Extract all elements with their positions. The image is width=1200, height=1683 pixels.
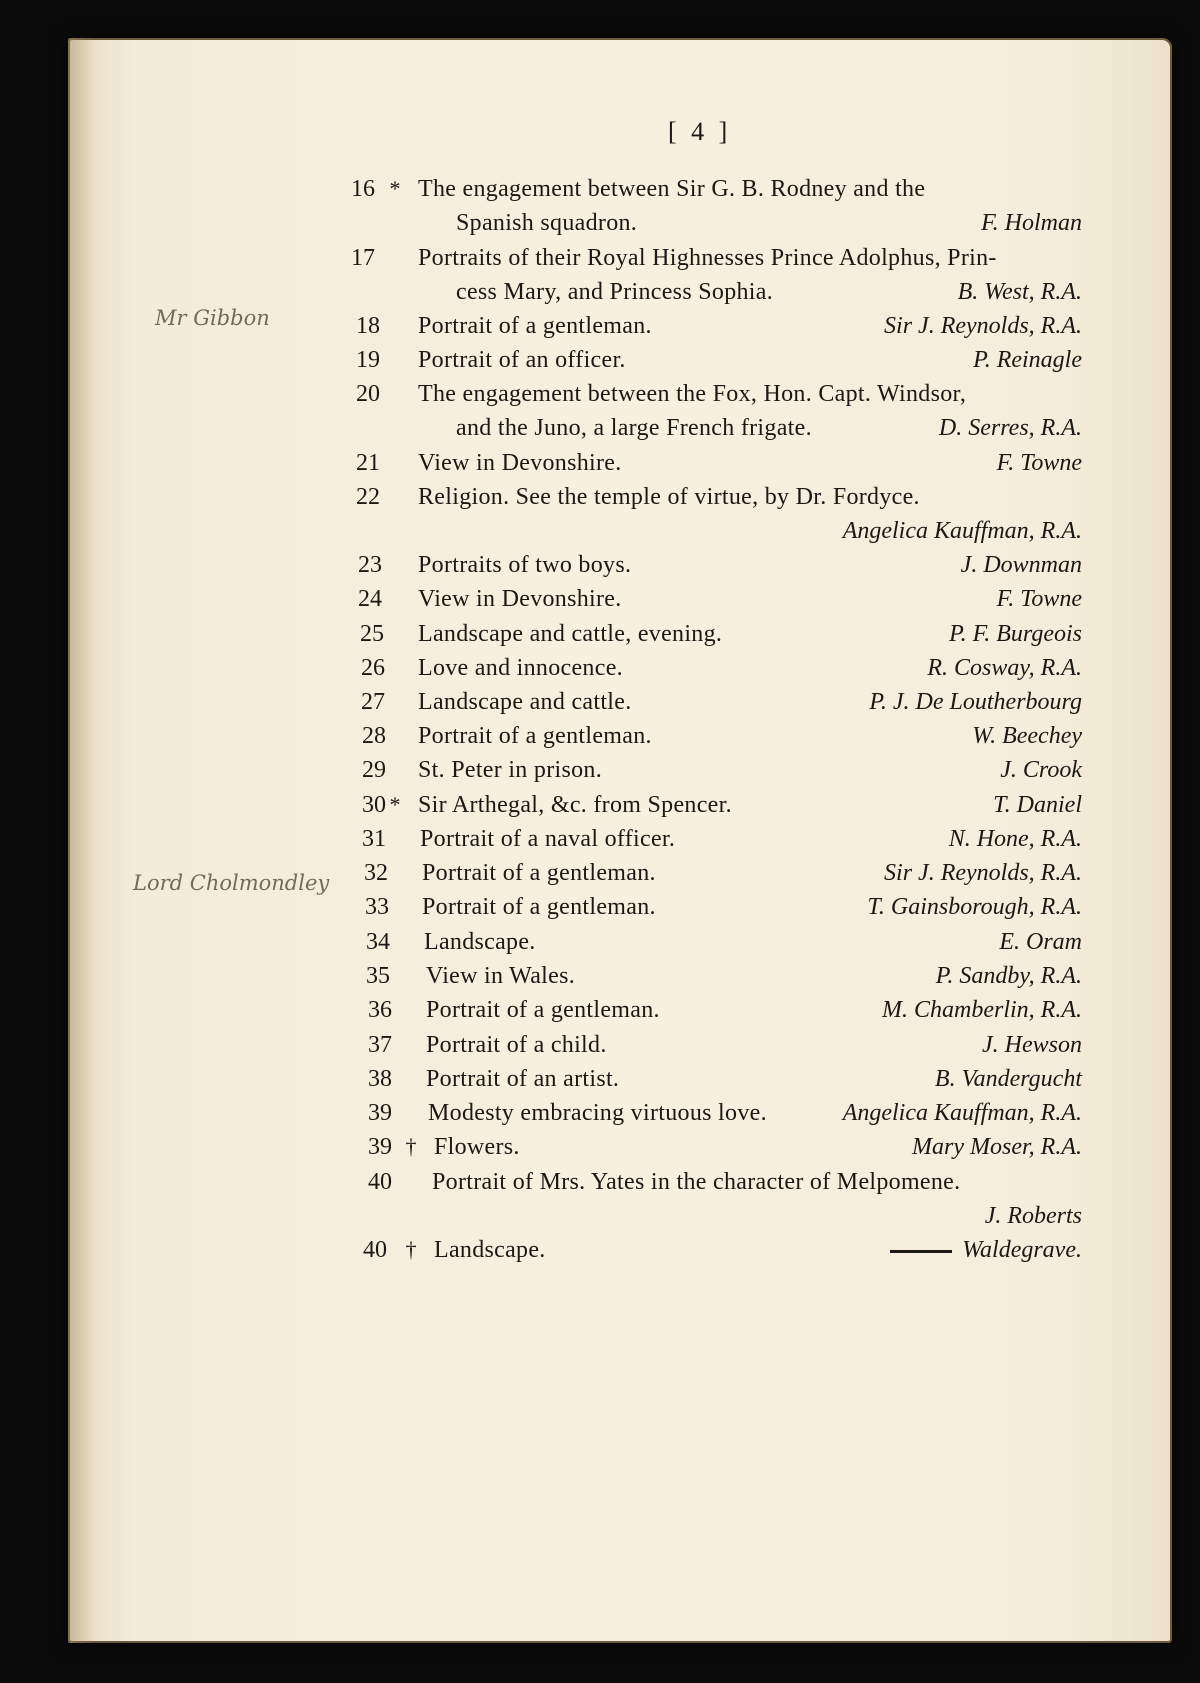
ditto-dash — [890, 1250, 952, 1253]
entry-number: 22 — [356, 484, 380, 510]
entry-number: 20 — [356, 381, 380, 407]
entry-title: Portraits of their Royal Highnesses Prince Adolphus, Prin- — [418, 245, 997, 271]
catalogue-entry — [0, 651, 1200, 685]
entry-title: Landscape. — [424, 929, 536, 955]
entry-number: 25 — [360, 621, 384, 647]
catalogue-entry — [0, 1062, 1200, 1096]
catalogue-entry — [0, 1165, 1200, 1199]
entry-artist: P. Sandby, R.A. — [935, 963, 1082, 989]
entry-number: 29 — [362, 757, 386, 783]
entry-artist: P. F. Burgeois — [949, 621, 1082, 647]
entry-title: cess Mary, and Princess Sophia. — [456, 279, 774, 305]
entry-number: 39 — [368, 1100, 392, 1126]
entry-title: Portrait of a gentleman. — [426, 997, 660, 1023]
catalogue-entry — [0, 309, 1200, 343]
entry-artist: W. Beechey — [972, 723, 1082, 749]
entry-number: 18 — [356, 313, 380, 339]
entry-artist: F. Towne — [996, 586, 1082, 612]
entry-artist — [890, 1233, 1082, 1267]
entry-number: 24 — [358, 586, 382, 612]
catalogue-entry — [0, 480, 1200, 514]
dagger-mark: † — [405, 1237, 417, 1262]
entry-number: 28 — [362, 723, 386, 749]
entry-title: Portrait of an officer. — [418, 347, 626, 373]
entry-title: Landscape and cattle. — [418, 689, 632, 715]
entry-title: St. Peter in prison. — [418, 757, 602, 783]
catalogue-entry — [0, 822, 1200, 856]
entry-number: 35 — [366, 963, 390, 989]
entry-number: 33 — [365, 894, 389, 920]
entry-title: Portrait of a gentleman. — [422, 860, 656, 886]
catalogue-entry — [0, 446, 1200, 480]
entry-title: Spanish squadron. — [456, 210, 638, 236]
entry-number: 38 — [368, 1066, 392, 1092]
catalogue-entry — [0, 411, 1200, 445]
catalogue-entry — [0, 206, 1200, 240]
catalogue-entry — [0, 753, 1200, 787]
catalogue-entry — [0, 890, 1200, 924]
catalogue-entry — [0, 377, 1200, 411]
catalogue-entry — [0, 514, 1200, 548]
catalogue-entry — [0, 959, 1200, 993]
entry-number: 21 — [356, 450, 380, 476]
entry-title: Portrait of a child. — [426, 1032, 607, 1058]
catalogue-entry — [0, 1199, 1200, 1233]
entry-number: 31 — [362, 826, 386, 852]
entry-title: View in Wales. — [426, 963, 576, 989]
entry-title: The engagement between the Fox, Hon. Capt. Windsor, — [418, 381, 967, 407]
entry-artist: Angelica Kauffman, R.A. — [842, 518, 1082, 544]
entry-artist: F. Holman — [981, 210, 1082, 236]
catalogue-entry — [0, 172, 1200, 206]
entry-artist: B. West, R.A. — [957, 279, 1082, 305]
entry-title: Religion. See the temple of virtue, by Dr. Fordyce. — [418, 484, 920, 510]
entry-artist: P. J. De Loutherbourg — [869, 689, 1082, 715]
catalogue-entry — [0, 343, 1200, 377]
entry-number: 30 — [362, 792, 386, 818]
entry-artist: T. Gainsborough, R.A. — [867, 894, 1082, 920]
entry-title: Love and innocence. — [418, 655, 623, 681]
entry-title: Portrait of a gentleman. — [418, 313, 652, 339]
catalogue-entry — [0, 925, 1200, 959]
annotation-lord-cholmondeley: Lord Cholmondley — [133, 871, 330, 895]
entry-title: Flowers. — [434, 1134, 520, 1160]
entry-artist: M. Chamberlin, R.A. — [882, 997, 1082, 1023]
entry-number: 26 — [361, 655, 385, 681]
page-number: [ 4 ] — [668, 117, 732, 146]
entry-number: 36 — [368, 997, 392, 1023]
entry-artist: P. Reinagle — [973, 347, 1082, 373]
entry-artist: J. Downman — [960, 552, 1082, 578]
entry-artist: D. Serres, R.A. — [938, 415, 1082, 441]
entry-artist: T. Daniel — [993, 792, 1082, 818]
entry-artist: Sir J. Reynolds, R.A. — [884, 313, 1082, 339]
catalogue-entry — [0, 582, 1200, 616]
entry-artist: J. Crook — [1000, 757, 1082, 783]
entry-title: Portrait of Mrs. Yates in the character of Melpomene. — [432, 1169, 961, 1195]
entry-title: View in Devonshire. — [418, 586, 622, 612]
catalogue-entry — [0, 548, 1200, 582]
asterisk-mark: * — [389, 176, 401, 201]
entry-title: Portrait of a gentleman. — [422, 894, 656, 920]
entry-number: 32 — [364, 860, 388, 886]
entry-title: Portrait of an artist. — [426, 1066, 620, 1092]
entry-number: 16 — [351, 176, 375, 202]
entry-artist: E. Oram — [999, 929, 1082, 955]
catalogue-entry — [0, 788, 1200, 822]
entry-title: Portrait of a naval officer. — [420, 826, 676, 852]
entry-artist: J. Hewson — [982, 1032, 1082, 1058]
entry-title: The engagement between Sir G. B. Rodney and the — [418, 176, 926, 202]
entry-artist: F. Towne — [996, 450, 1082, 476]
entry-artist: R. Cosway, R.A. — [927, 655, 1082, 681]
entry-artist: Mary Moser, R.A. — [912, 1134, 1082, 1160]
dagger-mark: † — [405, 1134, 417, 1159]
entry-number: 40 — [363, 1237, 387, 1263]
entry-number: 19 — [356, 347, 380, 373]
entry-artist: J. Roberts — [984, 1203, 1082, 1229]
entry-artist: B. Vandergucht — [934, 1066, 1082, 1092]
catalogue-entry — [0, 275, 1200, 309]
entry-artist: N. Hone, R.A. — [948, 826, 1082, 852]
catalogue-entry — [0, 856, 1200, 890]
entry-number: 27 — [361, 689, 385, 715]
catalogue-entry — [0, 241, 1200, 275]
catalogue-entry — [0, 719, 1200, 753]
entry-number: 23 — [358, 552, 382, 578]
entry-title: View in Devonshire. — [418, 450, 622, 476]
entry-number: 17 — [351, 245, 375, 271]
catalogue-entry — [0, 617, 1200, 651]
entry-artist-name: Waldegrave. — [962, 1237, 1082, 1263]
entry-title: Modesty embracing virtuous love. — [428, 1100, 767, 1126]
catalogue-entry — [0, 685, 1200, 719]
entry-number: 37 — [368, 1032, 392, 1058]
entry-number: 40 — [368, 1169, 392, 1195]
catalogue-entry — [0, 1130, 1200, 1164]
catalogue-entry — [0, 993, 1200, 1027]
entry-number: 39 — [368, 1134, 392, 1160]
entry-artist: Sir J. Reynolds, R.A. — [884, 860, 1082, 886]
entry-artist: Angelica Kauffman, R.A. — [842, 1100, 1082, 1126]
entry-title: Landscape and cattle, evening. — [418, 621, 723, 647]
entry-title: Portraits of two boys. — [418, 552, 632, 578]
entry-title: Sir Arthegal, &c. from Spencer. — [418, 792, 732, 818]
entry-number: 34 — [366, 929, 390, 955]
catalogue-entry — [0, 1233, 1200, 1267]
entry-title: Landscape. — [434, 1237, 546, 1263]
catalogue-entry — [0, 1096, 1200, 1130]
annotation-mr-gibbon: Mr Gibbon — [155, 306, 270, 330]
catalogue-entry — [0, 1028, 1200, 1062]
asterisk-mark: * — [389, 792, 401, 817]
entry-title: Portrait of a gentleman. — [418, 723, 652, 749]
entry-title: and the Juno, a large French frigate. — [456, 415, 812, 441]
